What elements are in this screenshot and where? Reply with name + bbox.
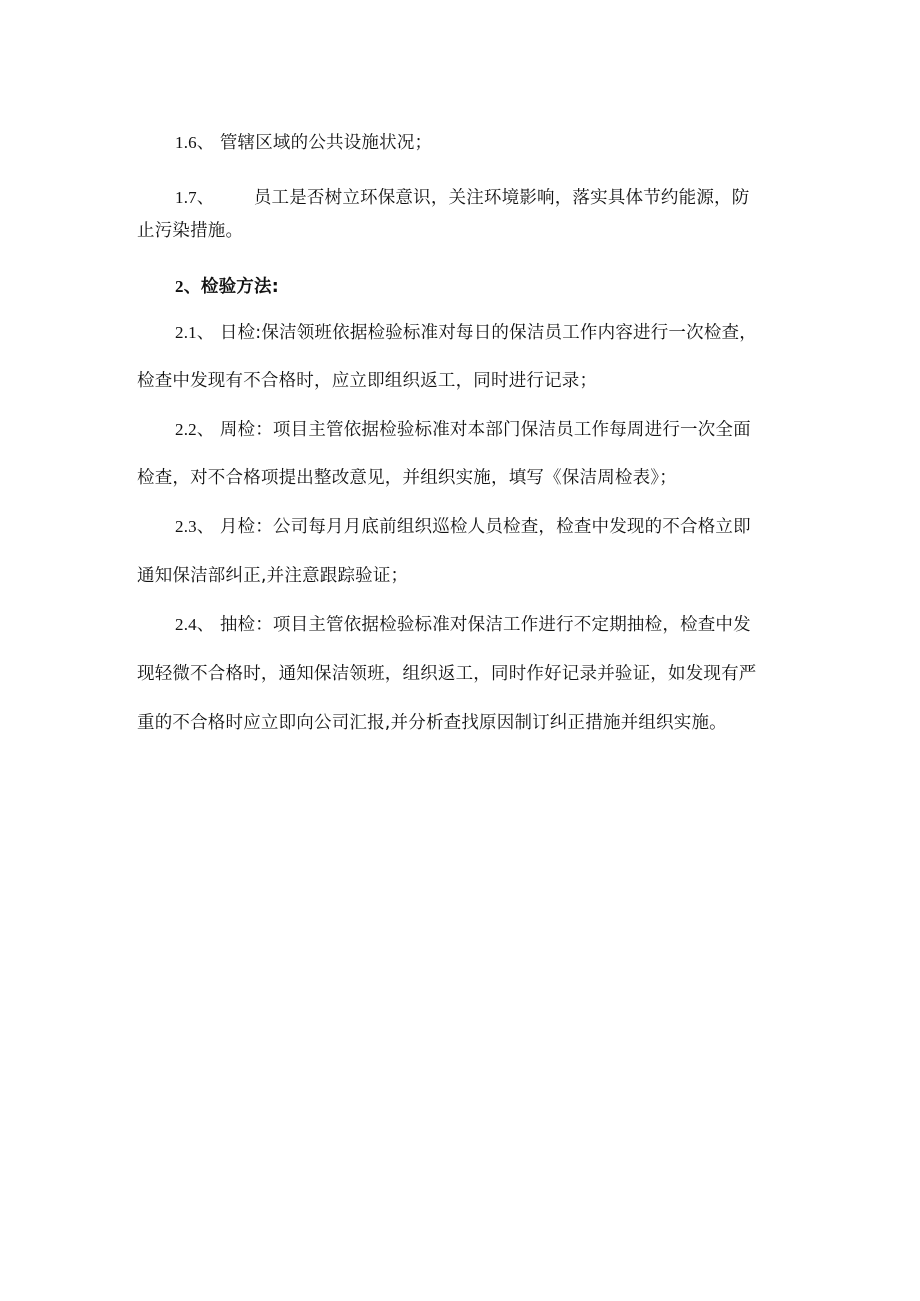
item-text: 抽检：项目主管依据检验标准对保洁工作进行不定期抽检，检查中发 [219,615,751,635]
item-2-4 [175,613,751,637]
item-2-2 [175,418,751,442]
item-number: 2.3、 [175,517,215,536]
item-text: 现轻微不合格时，通知保洁领班，组织返工，同时作好记录并验证，如发现有严 [137,664,757,684]
item-2-4-continuation [137,711,727,735]
item-text: 月检：公司每月月底前组织巡检人员检查，检查中发现的不合格立即 [219,517,751,537]
item-2-1-continuation [137,369,597,393]
item-2-3 [175,515,751,539]
section-2-heading [175,275,279,299]
section-number: 2、 [175,277,201,296]
item-2-3-continuation [137,564,408,588]
item-number: 2.4、 [175,615,215,634]
item-text: 止污染措施。 [137,221,244,241]
item-1-7-continuation [137,219,243,243]
item-text: 检查，对不合格项提出整改意见，并组织实施，填写《保洁周检表》； [137,468,677,488]
item-1-6 [175,131,432,155]
item-text: 管辖区域的公共设施状况； [219,133,433,153]
item-1-7 [175,186,749,210]
item-number: 1.6、 [175,133,215,152]
item-number: 2.1、 [175,323,215,342]
item-text: 重的不合格时应立即向公司汇报,并分析查找原因制订纠正措施并组织实施。 [137,713,727,733]
item-text: 通知保洁部纠正,并注意跟踪验证； [137,566,409,586]
item-2-4-continuation [137,662,757,686]
item-text: 日检:保洁领班依据检验标准对每日的保洁员工作内容进行一次检查， [219,323,757,343]
section-title: 检验方法: [200,277,279,297]
item-text: 检查中发现有不合格时，应立即组织返工，同时进行记录； [137,371,598,391]
item-number: 2.2、 [175,420,215,439]
item-text: 员工是否树立环保意识，关注环境影响，落实具体节约能源，防 [253,188,750,208]
item-text: 周检：项目主管依据检验标准对本部门保洁员工作每周进行一次全面 [219,420,751,440]
item-number: 1.7、 [175,188,215,207]
item-2-1 [175,321,757,345]
item-2-2-continuation [137,466,677,490]
